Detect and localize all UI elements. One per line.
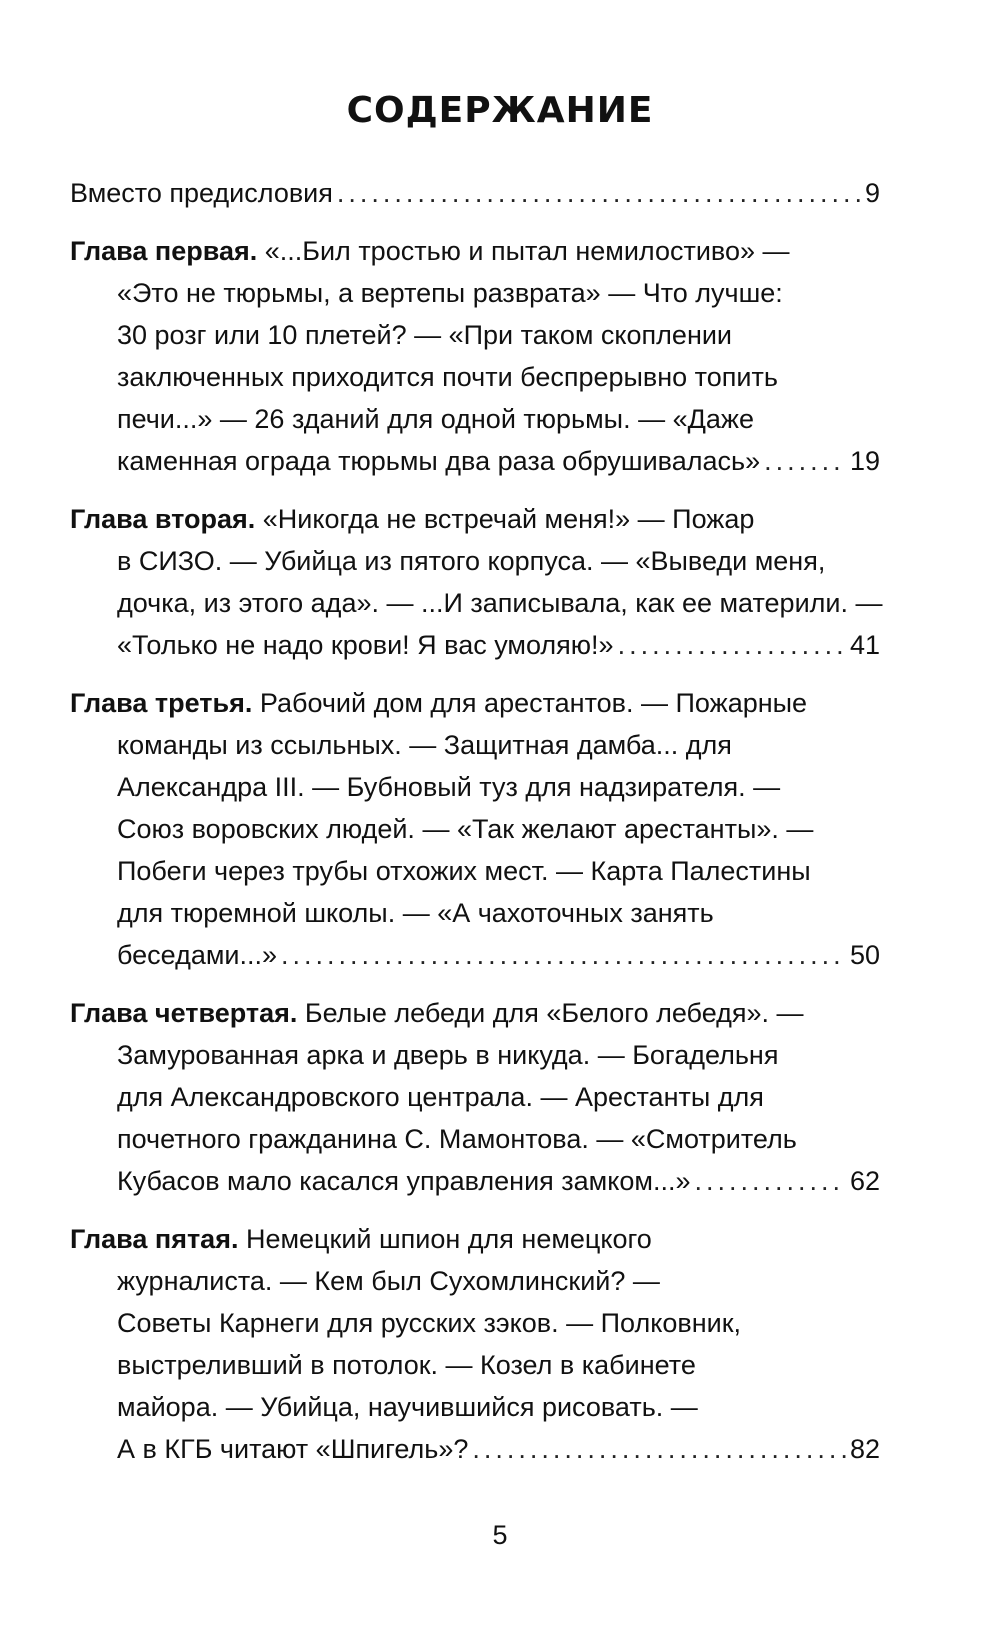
toc-entry-text: Вместо предисловия (70, 178, 333, 208)
toc-line (70, 682, 880, 724)
toc-entry-foreword (70, 172, 880, 214)
toc-line: команды из ссыльных. — Защитная дамба... для (117, 730, 732, 760)
chapter-label: Глава первая. (70, 236, 258, 266)
toc-line: Александра III. — Бубновый туз для надзирателя. — (117, 772, 781, 802)
toc-line: «Это не тюрьмы, а вертепы разврата» — Что лучше: (117, 278, 783, 308)
dot-leader (472, 1428, 846, 1470)
toc-line: для Александровского централа. — Арестанты для (117, 1082, 764, 1112)
toc-line (70, 1218, 880, 1260)
toc-page-number: 62 (849, 1166, 880, 1196)
page-number: 5 (492, 1520, 508, 1550)
toc-line: 30 розг или 10 плетей? — «При таком скоплении (117, 320, 733, 350)
dot-leader (337, 172, 861, 214)
toc-line: почетного гражданина С. Мамонтова. — «Смотритель (117, 1124, 797, 1154)
toc-entry-text: каменная ограда тюрьмы два раза обрушивалась» (117, 446, 761, 476)
toc-page-number: 82 (849, 1434, 880, 1464)
dot-leader (281, 934, 846, 976)
toc-entry-text: «Только не надо крови! Я вас умоляю!» (117, 630, 614, 660)
toc-entry-text: Кубасов мало касался управления замком...» (117, 1166, 691, 1196)
toc-line (70, 934, 880, 976)
chapter-label: Глава пятая. (70, 1224, 239, 1254)
toc-line (70, 172, 880, 214)
page-title: СОДЕРЖАНИЕ (346, 90, 654, 131)
toc-entry-text: Немецкий шпион для немецкого (238, 1224, 652, 1254)
toc-entry-text: А в КГБ читают «Шпигель»? (117, 1434, 469, 1464)
toc-entry-chapter-5 (70, 1218, 880, 1470)
chapter-label: Глава вторая. (70, 504, 256, 534)
table-of-contents (70, 172, 883, 1486)
toc-entry-text: «Никогда не встречай меня!» — Пожар (255, 504, 755, 534)
toc-line (70, 624, 880, 666)
toc-line: Побеги через трубы отхожих мест. — Карта Палестины (117, 856, 811, 886)
toc-line: дочка, из этого ада». — ...И записывала, как ее материли. — (117, 588, 883, 618)
toc-entry-text: Белые лебеди для «Белого лебедя». — (297, 998, 804, 1028)
toc-line: для тюремной школы. — «А чахоточных занять (117, 898, 714, 928)
toc-page-number: 19 (849, 446, 880, 476)
toc-line: выстреливший в потолок. — Козел в кабинете (117, 1350, 696, 1380)
toc-line: в СИЗО. — Убийца из пятого корпуса. — «Выведи меня, (117, 546, 826, 576)
toc-page-number: 9 (864, 178, 880, 208)
toc-line: Замурованная арка и дверь в никуда. — Богадельня (117, 1040, 779, 1070)
toc-entry-chapter-4 (70, 992, 880, 1202)
toc-line (70, 498, 880, 540)
toc-page-number: 41 (849, 630, 880, 660)
toc-entry-text: беседами...» (117, 940, 278, 970)
toc-entry-text: «...Бил тростью и пытал немилостиво» — (257, 236, 790, 266)
toc-line (70, 1160, 880, 1202)
toc-entry-chapter-3 (70, 682, 880, 976)
dot-leader (764, 440, 846, 482)
chapter-label: Глава четвертая. (70, 998, 298, 1028)
dot-leader (694, 1160, 845, 1202)
toc-line: печи...» — 26 зданий для одной тюрьмы. — «Даже (117, 404, 754, 434)
toc-page-number: 50 (849, 940, 880, 970)
chapter-label: Глава третья. (70, 688, 253, 718)
toc-line: Союз воровских людей. — «Так желают арестанты». — (117, 814, 814, 844)
dot-leader (618, 624, 846, 666)
toc-entry-text: Рабочий дом для арестантов. — Пожарные (252, 688, 808, 718)
toc-entry-chapter-2 (70, 498, 883, 666)
toc-line (70, 440, 880, 482)
toc-line: майора. — Убийца, научившийся рисовать. — (117, 1392, 698, 1422)
toc-line (70, 1428, 880, 1470)
toc-line (70, 230, 880, 272)
toc-line: Советы Карнеги для русских зэков. — Полковник, (117, 1308, 742, 1338)
toc-line (70, 992, 880, 1034)
toc-line: журналиста. — Кем был Сухомлинский? — (117, 1266, 660, 1296)
toc-line: заключенных приходится почти беспрерывно топить (117, 362, 778, 392)
toc-entry-chapter-1 (70, 230, 880, 482)
